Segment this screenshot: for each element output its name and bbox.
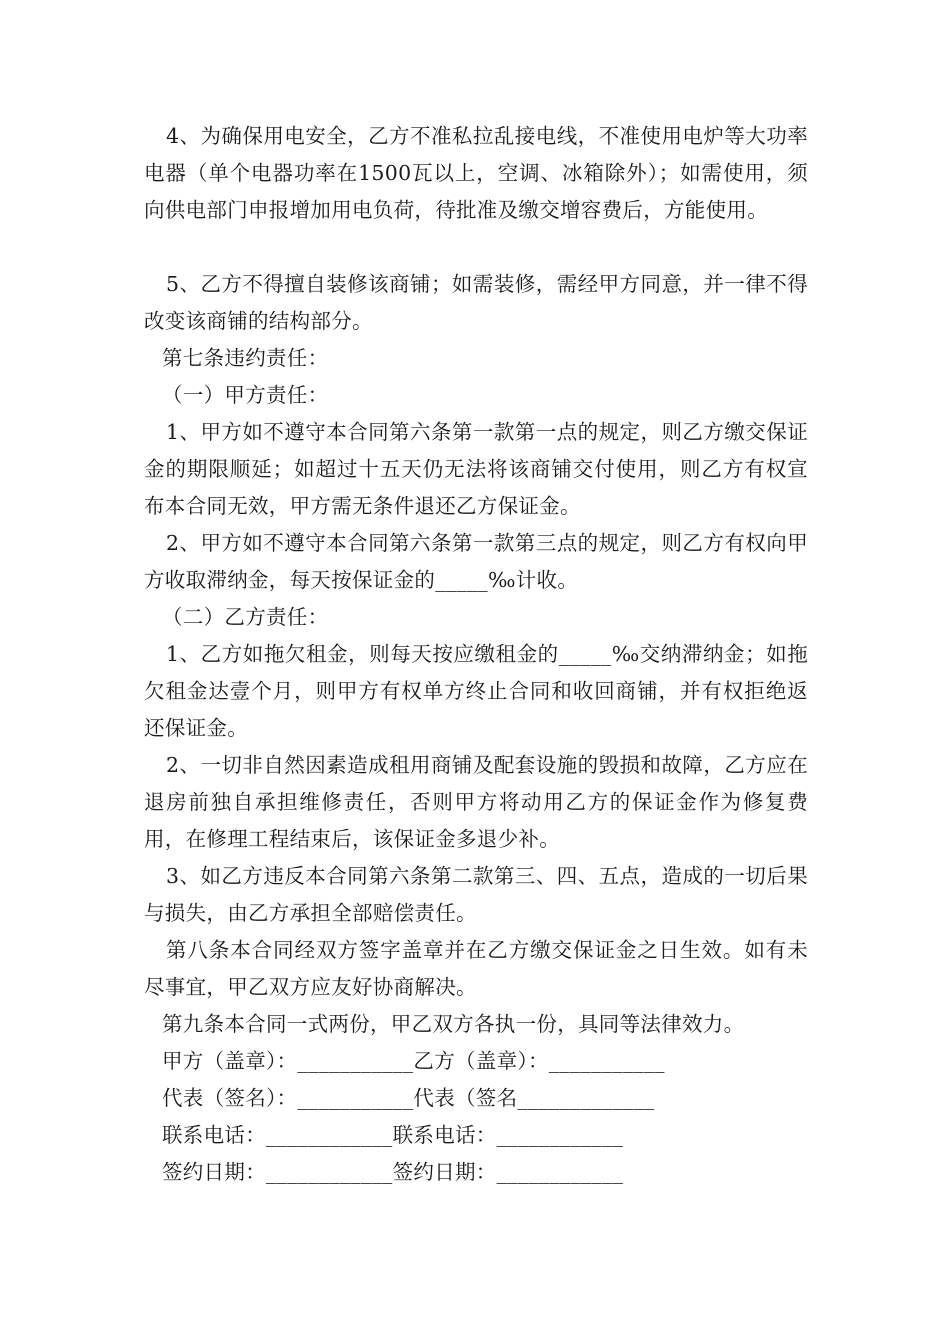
party-b-liability-1: 1、乙方如拖欠租金，则每天按应缴租金的_____‰交纳滞纳金；如拖欠租金达壹个月，则甲方有权单方终止合同和收回商铺，并有权拒绝返还保证金。 [144, 642, 808, 740]
party-a-liability-1: 1、甲方如不遵守本合同第六条第一款第一点的规定，则乙方缴交保证金的期限顺延；如超过十五天仍无法将该商铺交付使用，则乙方有权宣布本合同无效，甲方需无条件退还乙方保证金。 [144, 420, 808, 518]
party-a-liability-heading: （一）甲方责任： [162, 383, 329, 407]
party-b-liability-2: 2、一切非自然因素造成租用商铺及配套设施的毁损和故障，乙方应在退房前独自承担维修责任，否则甲方将动用乙方的保证金作为修复费用，在修理工程结束后，该保证金多退少补。 [144, 753, 808, 851]
article-9: 第九条本合同一式两份，甲乙双方各执一份，具同等法律效力。 [162, 1012, 745, 1036]
clause-6-2-4: 4、为确保用电安全，乙方不准私拉乱接电线，不准使用电炉等大功率电器（单个电器功率在1500瓦以上，空调、冰箱除外）；如需使用，须向供电部门申报增加用电负荷，待批准及缴交增容费后，方能使用。 [144, 124, 808, 222]
article-8: 第八条本合同经双方签字盖章并在乙方缴交保证金之日生效。如有未尽事宜，甲乙双方应友好协商解决。 [144, 938, 808, 999]
signature-line-date: 签约日期：____________签约日期：____________ [162, 1160, 624, 1184]
signature-line-representative: 代表（签名）：___________代表（签名_____________ [162, 1086, 655, 1110]
signature-line-seal: 甲方（盖章）：___________乙方（盖章）：___________ [162, 1049, 665, 1073]
party-b-liability-heading: （二）乙方责任： [162, 605, 329, 629]
party-a-liability-2: 2、甲方如不遵守本合同第六条第一款第三点的规定，则乙方有权向甲方收取滞纳金，每天按保证金的_____‰计收。 [144, 531, 808, 592]
article-7-heading: 第七条违约责任： [162, 346, 329, 370]
party-b-liability-3: 3、如乙方违反本合同第六条第二款第三、四、五点，造成的一切后果与损失，由乙方承担全部赔偿责任。 [144, 864, 808, 925]
signature-line-phone: 联系电话：____________联系电话：____________ [162, 1123, 624, 1147]
clause-6-2-5: 5、乙方不得擅自装修该商铺；如需装修，需经甲方同意，并一律不得改变该商铺的结构部分。 [144, 272, 808, 333]
